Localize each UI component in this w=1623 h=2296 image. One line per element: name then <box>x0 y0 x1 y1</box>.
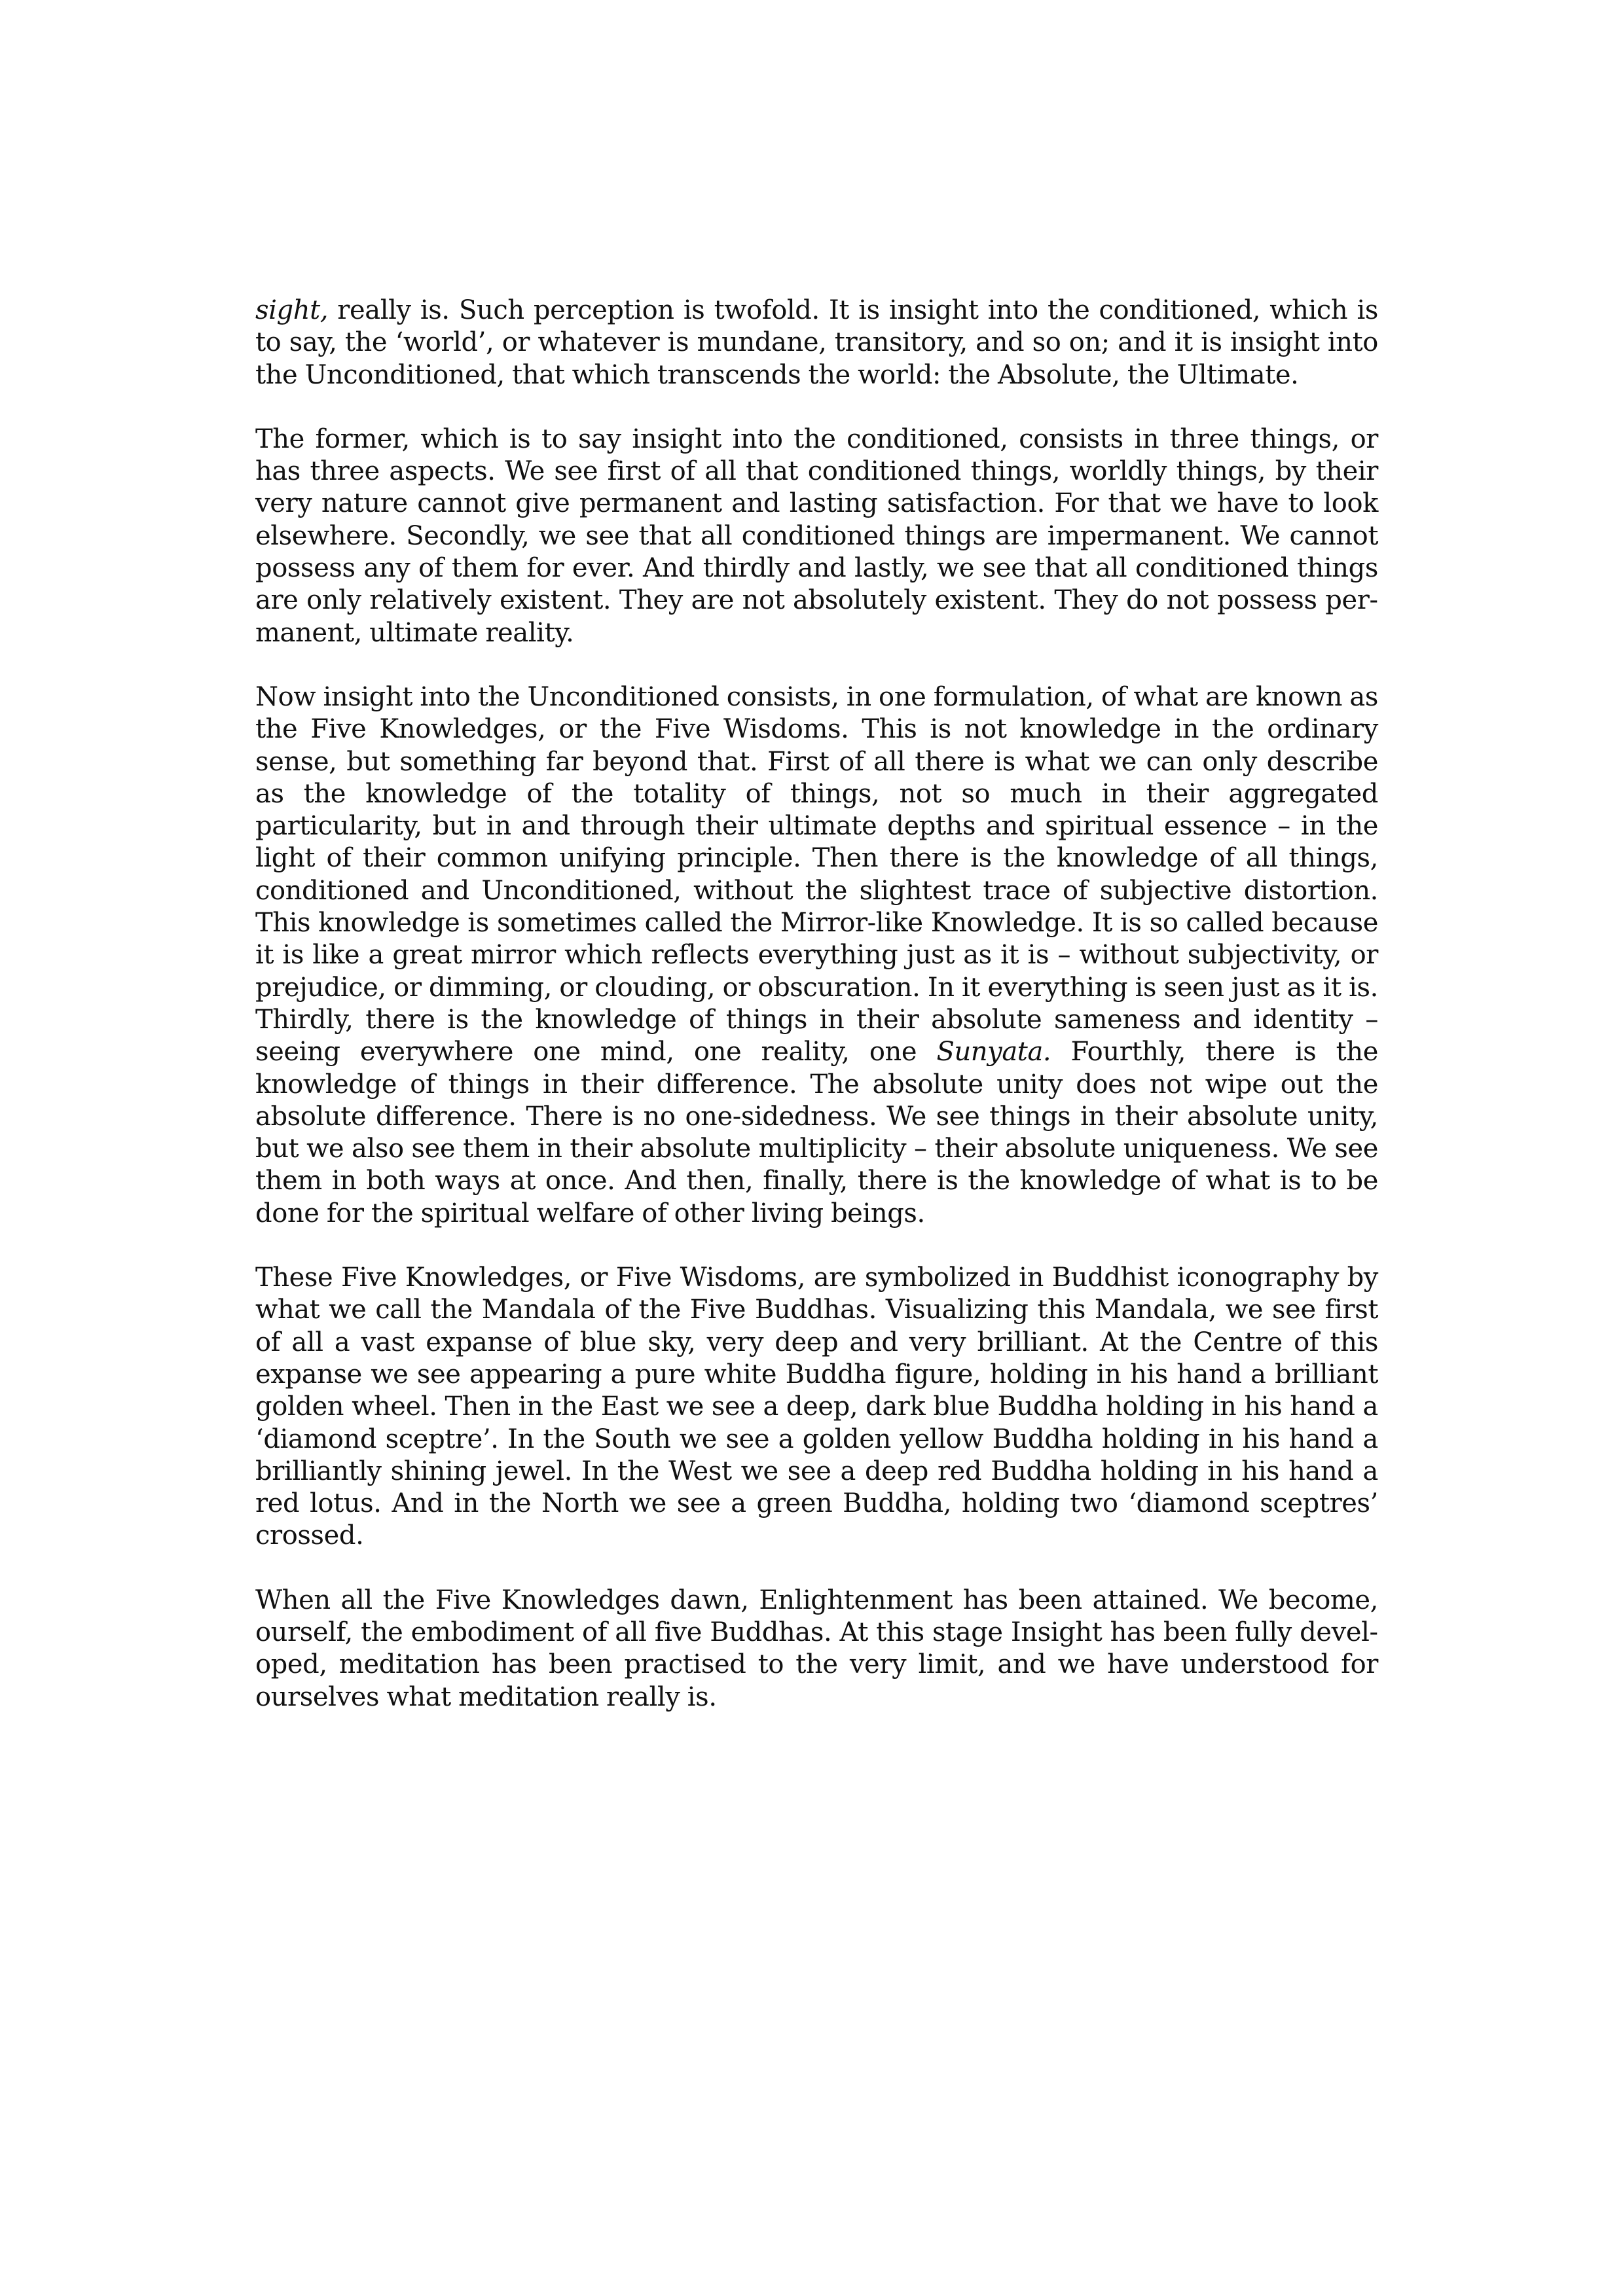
italic-term-sunyata: Sunyata. <box>936 1037 1051 1067</box>
paragraph-3 <box>255 681 1378 1230</box>
paragraph-4: These Five Knowledges, or Five Wisdoms, are symbolized in Buddhist iconography by what we call the Mandala of the Five Buddhas. Visualizing this Mandala, we see first of all a vast expanse of blue sky, very deep and very brilliant. At the Centre of this expanse we see appearing a pure white Buddha figure, holding in his hand a brilliant golden wheel. Then in the East we see a deep, dark blue Buddha holding in his hand a ‘diamond sceptre’. In the South we see a golden yellow Buddha holding in his hand a brilliantly shining jewel. In the West we see a deep red Buddha holding in his hand a red lotus. And in the North we see a green Buddha, holding two ‘diamond sceptres’ crossed. <box>255 1263 1378 1551</box>
page-body <box>255 295 1378 1746</box>
italic-lead-word: sight, <box>255 295 329 325</box>
paragraph-5: When all the Five Knowledges dawn, Enlightenment has been attained. We become, ourself, the embodiment of all five Buddhas. At this stage Insight has been fully developed, meditation has been practised to the very limit, and we have understood for ourselves what meditation really is. <box>255 1585 1378 1712</box>
paragraph-2: The former, which is to say insight into the conditioned, consists in three things, or has three aspects. We see first of all that conditioned things, worldly things, by their very nature cannot give permanent and lasting satisfaction. For that we have to look elsewhere. Secondly, we see that all conditioned things are impermanent. We cannot possess any of them for ever. And thirdly and lastly, we see that all conditioned things are only relatively existent. They are not absolutely existent. They do not possess permanent, ultimate reality. <box>255 423 1378 648</box>
paragraph-1-text: really is. Such perception is twofold. It is insight into the conditioned, which is to say, the ‘world’, or whatever is mundane, transitory, and so on; and it is insight into the Unconditioned, that which transcends the world: the Absolute, the Ultimate. <box>255 295 1378 390</box>
paragraph-1 <box>255 295 1378 391</box>
paragraph-3-text-a: Now insight into the Unconditioned consists, in one formulation, of what are known as the Five Knowledges, or the Five Wisdoms. This is not knowledge in the ordinary sense, but something far beyond that. First of all there is what we can only describe as the knowledge of the totality of things, not so much in their aggregated particularity, but in and through their ultimate depths and spiritual essence – in the light of their common unifying principle. Then there is the knowledge of all things, conditioned and Unconditioned, without the slightest trace of subjective distortion. This knowledge is sometimes called the Mirror-like Knowledge. It is so called because it is like a great mirror which reflects everything just as it is – without subjectivity, or prejudice, or dimming, or clouding, or obscuration. In it everything is seen just as it is. Thirdly, there is the knowledge of things in their absolute sameness and identity – seeing everywhere one mind, one reality, one <box>255 681 1378 1067</box>
paragraph-3-text-b: Fourthly, there is the knowledge of things in their difference. The absolute unity does not wipe out the absolute difference. There is no one-sidedness. We see things in their absolute unity, but we also see them in their absolute multiplicity – their absolute uniqueness. We see them in both ways at once. And then, finally, there is the knowledge of what is to be done for the spiritual welfare of other living beings. <box>255 1037 1378 1229</box>
